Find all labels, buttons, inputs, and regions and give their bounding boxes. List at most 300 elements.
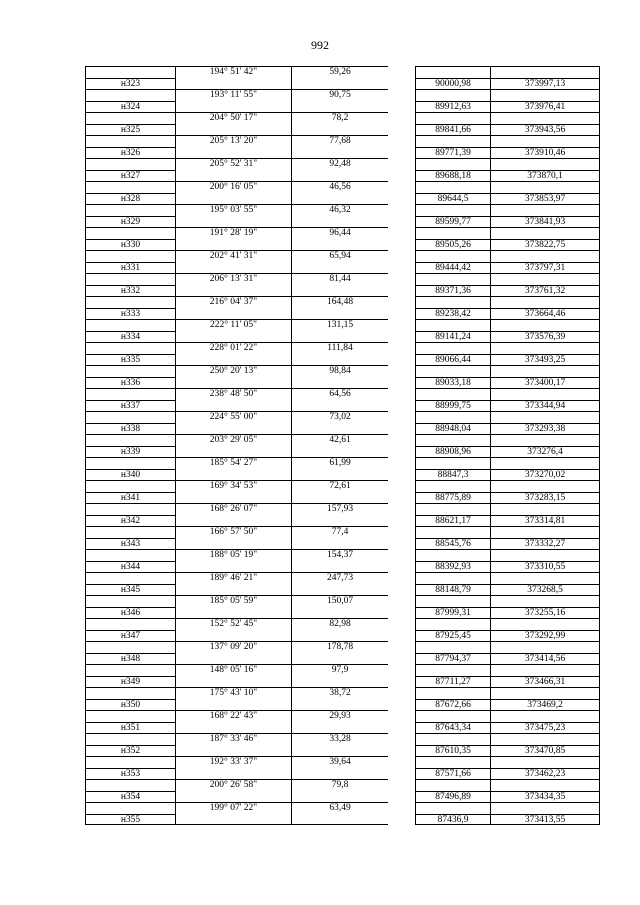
bearing-cell: 203° 29' 05" <box>175 434 291 446</box>
y-coordinate-cell: 373332,27 <box>490 538 600 550</box>
x-coordinate-cell: 87643,34 <box>415 722 490 734</box>
empty-cell <box>415 135 490 147</box>
empty-cell <box>175 561 291 573</box>
segment-row <box>85 66 600 78</box>
point-row <box>85 193 600 205</box>
y-coordinate-cell: 373470,85 <box>490 745 600 757</box>
x-coordinate-cell: 88392,93 <box>415 561 490 573</box>
point-name-cell: н331 <box>85 262 175 274</box>
length-cell: 111,84 <box>291 342 388 354</box>
y-coordinate-cell: 373314,81 <box>490 515 600 527</box>
bearing-cell: 202° 41' 31" <box>175 250 291 262</box>
empty-cell <box>415 227 490 239</box>
point-name-cell: н347 <box>85 630 175 642</box>
point-row <box>85 768 600 780</box>
empty-cell <box>175 791 291 803</box>
x-coordinate-cell: 88948,04 <box>415 423 490 435</box>
length-cell: 73,02 <box>291 411 388 423</box>
point-row <box>85 101 600 113</box>
y-coordinate-cell: 373466,31 <box>490 676 600 688</box>
point-name-cell: н334 <box>85 331 175 343</box>
empty-cell <box>175 676 291 688</box>
empty-cell <box>85 641 175 653</box>
empty-cell <box>291 538 388 550</box>
empty-cell <box>490 365 600 377</box>
empty-cell <box>490 549 600 561</box>
empty-cell <box>490 503 600 515</box>
y-coordinate-cell: 373293,38 <box>490 423 600 435</box>
empty-cell <box>85 756 175 768</box>
empty-cell <box>175 124 291 136</box>
empty-cell <box>85 273 175 285</box>
segment-row <box>85 135 600 147</box>
empty-cell <box>85 89 175 101</box>
bearing-cell: 224° 55' 00" <box>175 411 291 423</box>
y-coordinate-cell: 373797,31 <box>490 262 600 274</box>
y-coordinate-cell: 373943,56 <box>490 124 600 136</box>
empty-cell <box>291 216 388 228</box>
empty-cell <box>85 296 175 308</box>
empty-cell <box>490 457 600 469</box>
empty-cell <box>415 181 490 193</box>
empty-cell <box>291 78 388 90</box>
point-row <box>85 469 600 481</box>
point-row <box>85 354 600 366</box>
bearing-cell: 222° 11' 05" <box>175 319 291 331</box>
empty-cell <box>175 262 291 274</box>
length-cell: 65,94 <box>291 250 388 262</box>
empty-cell <box>85 480 175 492</box>
y-coordinate-cell: 373310,55 <box>490 561 600 573</box>
point-name-cell: н343 <box>85 538 175 550</box>
empty-cell <box>175 239 291 251</box>
bearing-cell: 187° 33' 46" <box>175 733 291 745</box>
segment-row <box>85 756 600 768</box>
empty-cell <box>85 434 175 446</box>
x-coordinate-cell: 88148,79 <box>415 584 490 596</box>
y-coordinate-cell: 373870,1 <box>490 170 600 182</box>
x-coordinate-cell: 87711,27 <box>415 676 490 688</box>
empty-cell <box>291 768 388 780</box>
length-cell: 33,28 <box>291 733 388 745</box>
empty-cell <box>490 595 600 607</box>
point-name-cell: н346 <box>85 607 175 619</box>
bearing-cell: 152° 52' 45" <box>175 618 291 630</box>
y-coordinate-cell: 373292,99 <box>490 630 600 642</box>
length-cell: 46,32 <box>291 204 388 216</box>
empty-cell <box>85 319 175 331</box>
length-cell: 81,44 <box>291 273 388 285</box>
y-coordinate-cell: 373344,94 <box>490 400 600 412</box>
point-name-cell: н355 <box>85 814 175 826</box>
empty-cell <box>291 446 388 458</box>
empty-cell <box>415 457 490 469</box>
length-cell: 247,73 <box>291 572 388 584</box>
point-row <box>85 147 600 159</box>
empty-cell <box>415 296 490 308</box>
bearing-cell: 200° 26' 58" <box>175 779 291 791</box>
y-coordinate-cell: 373414,56 <box>490 653 600 665</box>
empty-cell <box>85 181 175 193</box>
bearing-cell: 204° 50' 17" <box>175 112 291 124</box>
segment-row <box>85 296 600 308</box>
empty-cell <box>175 653 291 665</box>
empty-cell <box>291 492 388 504</box>
empty-cell <box>415 687 490 699</box>
bearing-cell: 137° 09' 20" <box>175 641 291 653</box>
length-cell: 63,49 <box>291 802 388 814</box>
empty-cell <box>291 308 388 320</box>
x-coordinate-cell: 88908,96 <box>415 446 490 458</box>
empty-cell <box>85 135 175 147</box>
length-cell: 59,26 <box>291 66 388 78</box>
empty-cell <box>85 618 175 630</box>
point-name-cell: н330 <box>85 239 175 251</box>
segment-row <box>85 204 600 216</box>
length-cell: 38,72 <box>291 687 388 699</box>
empty-cell <box>175 423 291 435</box>
bearing-cell: 188° 05' 19" <box>175 549 291 561</box>
empty-cell <box>415 480 490 492</box>
point-row <box>85 239 600 251</box>
empty-cell <box>291 354 388 366</box>
point-row <box>85 446 600 458</box>
length-cell: 98,84 <box>291 365 388 377</box>
x-coordinate-cell: 88775,89 <box>415 492 490 504</box>
segment-row <box>85 365 600 377</box>
length-cell: 61,99 <box>291 457 388 469</box>
length-cell: 154,37 <box>291 549 388 561</box>
bearing-cell: 175° 43' 10" <box>175 687 291 699</box>
x-coordinate-cell: 89688,18 <box>415 170 490 182</box>
empty-cell <box>175 285 291 297</box>
y-coordinate-cell: 373469,2 <box>490 699 600 711</box>
point-name-cell: н328 <box>85 193 175 205</box>
bearing-cell: 250° 20' 13" <box>175 365 291 377</box>
y-coordinate-cell: 373283,15 <box>490 492 600 504</box>
empty-cell <box>85 710 175 722</box>
page-number: 992 <box>311 38 329 52</box>
x-coordinate-cell: 89841,66 <box>415 124 490 136</box>
empty-cell <box>175 377 291 389</box>
segment-row <box>85 572 600 584</box>
empty-cell <box>415 595 490 607</box>
point-name-cell: н329 <box>85 216 175 228</box>
empty-cell <box>175 308 291 320</box>
empty-cell <box>415 526 490 538</box>
empty-cell <box>291 653 388 665</box>
bearing-cell: 193° 11' 55" <box>175 89 291 101</box>
point-row <box>85 607 600 619</box>
empty-cell <box>85 526 175 538</box>
length-cell: 77,68 <box>291 135 388 147</box>
x-coordinate-cell: 88621,17 <box>415 515 490 527</box>
segment-row <box>85 733 600 745</box>
empty-cell <box>85 595 175 607</box>
point-name-cell: н327 <box>85 170 175 182</box>
empty-cell <box>415 549 490 561</box>
segment-row <box>85 687 600 699</box>
point-name-cell: н336 <box>85 377 175 389</box>
point-name-cell: н337 <box>85 400 175 412</box>
empty-cell <box>85 733 175 745</box>
point-name-cell: н345 <box>85 584 175 596</box>
empty-cell <box>291 722 388 734</box>
y-coordinate-cell: 373268,5 <box>490 584 600 596</box>
empty-cell <box>490 112 600 124</box>
y-coordinate-cell: 373910,46 <box>490 147 600 159</box>
empty-cell <box>85 572 175 584</box>
point-row <box>85 331 600 343</box>
y-coordinate-cell: 373664,46 <box>490 308 600 320</box>
empty-cell <box>175 584 291 596</box>
empty-cell <box>175 400 291 412</box>
length-cell: 92,48 <box>291 158 388 170</box>
empty-cell <box>291 262 388 274</box>
empty-cell <box>175 170 291 182</box>
empty-cell <box>85 66 175 78</box>
length-cell: 64,56 <box>291 388 388 400</box>
segment-row <box>85 434 600 446</box>
segment-row <box>85 457 600 469</box>
empty-cell <box>415 802 490 814</box>
segment-row <box>85 250 600 262</box>
point-row <box>85 653 600 665</box>
point-row <box>85 124 600 136</box>
point-name-cell: н351 <box>85 722 175 734</box>
segment-row <box>85 342 600 354</box>
segment-row <box>85 89 600 101</box>
empty-cell <box>291 285 388 297</box>
empty-cell <box>175 538 291 550</box>
empty-cell <box>291 377 388 389</box>
empty-cell <box>415 112 490 124</box>
empty-cell <box>291 515 388 527</box>
empty-cell <box>490 756 600 768</box>
empty-cell <box>85 457 175 469</box>
bearing-cell: 189° 46' 21" <box>175 572 291 584</box>
empty-cell <box>85 503 175 515</box>
segment-row <box>85 618 600 630</box>
empty-cell <box>490 641 600 653</box>
empty-cell <box>490 135 600 147</box>
empty-cell <box>85 687 175 699</box>
point-name-cell: н340 <box>85 469 175 481</box>
empty-cell <box>415 664 490 676</box>
empty-cell <box>415 365 490 377</box>
length-cell: 97,9 <box>291 664 388 676</box>
point-name-cell: н323 <box>85 78 175 90</box>
empty-cell <box>175 446 291 458</box>
empty-cell <box>85 549 175 561</box>
bearing-cell: 191° 28' 19" <box>175 227 291 239</box>
empty-cell <box>85 388 175 400</box>
y-coordinate-cell: 373853,97 <box>490 193 600 205</box>
point-row <box>85 630 600 642</box>
segment-row <box>85 641 600 653</box>
length-cell: 79,8 <box>291 779 388 791</box>
empty-cell <box>291 239 388 251</box>
empty-cell <box>490 204 600 216</box>
point-name-cell: н333 <box>85 308 175 320</box>
y-coordinate-cell: 373576,39 <box>490 331 600 343</box>
empty-cell <box>490 319 600 331</box>
empty-cell <box>85 250 175 262</box>
x-coordinate-cell: 87999,31 <box>415 607 490 619</box>
empty-cell <box>490 250 600 262</box>
empty-cell <box>490 388 600 400</box>
point-row <box>85 423 600 435</box>
empty-cell <box>175 101 291 113</box>
empty-cell <box>291 676 388 688</box>
bearing-cell: 185° 54' 27" <box>175 457 291 469</box>
point-name-cell: н353 <box>85 768 175 780</box>
empty-cell <box>291 745 388 757</box>
empty-cell <box>85 664 175 676</box>
empty-cell <box>415 779 490 791</box>
empty-cell <box>415 388 490 400</box>
empty-cell <box>490 66 600 78</box>
empty-cell <box>175 147 291 159</box>
empty-cell <box>291 193 388 205</box>
y-coordinate-cell: 373276,4 <box>490 446 600 458</box>
bearing-cell: 168° 26' 07" <box>175 503 291 515</box>
empty-cell <box>175 722 291 734</box>
x-coordinate-cell: 88545,76 <box>415 538 490 550</box>
y-coordinate-cell: 373822,75 <box>490 239 600 251</box>
segment-row <box>85 710 600 722</box>
empty-cell <box>415 319 490 331</box>
empty-cell <box>291 400 388 412</box>
bearing-cell: 238° 48' 50" <box>175 388 291 400</box>
bearing-cell: 148° 05' 16" <box>175 664 291 676</box>
point-name-cell: н325 <box>85 124 175 136</box>
x-coordinate-cell: 87610,35 <box>415 745 490 757</box>
length-cell: 178,78 <box>291 641 388 653</box>
segment-row <box>85 411 600 423</box>
segment-row <box>85 480 600 492</box>
point-row <box>85 492 600 504</box>
empty-cell <box>415 250 490 262</box>
segment-row <box>85 526 600 538</box>
x-coordinate-cell: 89141,24 <box>415 331 490 343</box>
segment-row <box>85 779 600 791</box>
empty-cell <box>85 802 175 814</box>
x-coordinate-cell: 87496,89 <box>415 791 490 803</box>
point-row <box>85 78 600 90</box>
empty-cell <box>291 124 388 136</box>
segment-row <box>85 319 600 331</box>
segment-row <box>85 549 600 561</box>
survey-table <box>85 66 600 825</box>
empty-cell <box>415 66 490 78</box>
y-coordinate-cell: 373413,55 <box>490 814 600 826</box>
empty-cell <box>291 469 388 481</box>
empty-cell <box>490 434 600 446</box>
empty-cell <box>291 147 388 159</box>
empty-cell <box>291 561 388 573</box>
empty-cell <box>175 607 291 619</box>
point-name-cell: н348 <box>85 653 175 665</box>
segment-row <box>85 388 600 400</box>
empty-cell <box>85 227 175 239</box>
empty-cell <box>490 664 600 676</box>
point-name-cell: н341 <box>85 492 175 504</box>
empty-cell <box>85 112 175 124</box>
point-row <box>85 699 600 711</box>
bearing-cell: 166° 57' 50" <box>175 526 291 538</box>
empty-cell <box>291 630 388 642</box>
length-cell: 164,48 <box>291 296 388 308</box>
empty-cell <box>415 710 490 722</box>
length-cell: 131,15 <box>291 319 388 331</box>
bearing-cell: 192° 33' 37" <box>175 756 291 768</box>
length-cell: 72,61 <box>291 480 388 492</box>
empty-cell <box>490 618 600 630</box>
empty-cell <box>291 170 388 182</box>
x-coordinate-cell: 89371,36 <box>415 285 490 297</box>
y-coordinate-cell: 373462,23 <box>490 768 600 780</box>
point-name-cell: н339 <box>85 446 175 458</box>
empty-cell <box>415 273 490 285</box>
empty-cell <box>291 423 388 435</box>
empty-cell <box>490 296 600 308</box>
point-row <box>85 584 600 596</box>
point-row <box>85 791 600 803</box>
empty-cell <box>415 572 490 584</box>
length-cell: 96,44 <box>291 227 388 239</box>
length-cell: 157,93 <box>291 503 388 515</box>
empty-cell <box>490 158 600 170</box>
empty-cell <box>175 331 291 343</box>
empty-cell <box>415 756 490 768</box>
length-cell: 42,61 <box>291 434 388 446</box>
empty-cell <box>85 342 175 354</box>
bearing-cell: 205° 13' 20" <box>175 135 291 147</box>
empty-cell <box>415 618 490 630</box>
point-name-cell: н350 <box>85 699 175 711</box>
point-name-cell: н324 <box>85 101 175 113</box>
x-coordinate-cell: 87925,45 <box>415 630 490 642</box>
point-name-cell: н344 <box>85 561 175 573</box>
point-name-cell: н326 <box>85 147 175 159</box>
y-coordinate-cell: 373400,17 <box>490 377 600 389</box>
length-cell: 46,56 <box>291 181 388 193</box>
length-cell: 77,4 <box>291 526 388 538</box>
point-name-cell: н335 <box>85 354 175 366</box>
empty-cell <box>291 331 388 343</box>
x-coordinate-cell: 87672,66 <box>415 699 490 711</box>
empty-cell <box>85 158 175 170</box>
point-row <box>85 676 600 688</box>
x-coordinate-cell: 88847,3 <box>415 469 490 481</box>
segment-row <box>85 181 600 193</box>
empty-cell <box>291 101 388 113</box>
empty-cell <box>85 779 175 791</box>
x-coordinate-cell: 89505,26 <box>415 239 490 251</box>
bearing-cell: 169° 34' 53" <box>175 480 291 492</box>
x-coordinate-cell: 89771,39 <box>415 147 490 159</box>
empty-cell <box>490 411 600 423</box>
bearing-cell: 205° 52' 31" <box>175 158 291 170</box>
point-name-cell: н349 <box>85 676 175 688</box>
point-row <box>85 722 600 734</box>
length-cell: 29,93 <box>291 710 388 722</box>
segment-row <box>85 664 600 676</box>
point-name-cell: н354 <box>85 791 175 803</box>
point-row <box>85 377 600 389</box>
bearing-cell: 228° 01' 22" <box>175 342 291 354</box>
